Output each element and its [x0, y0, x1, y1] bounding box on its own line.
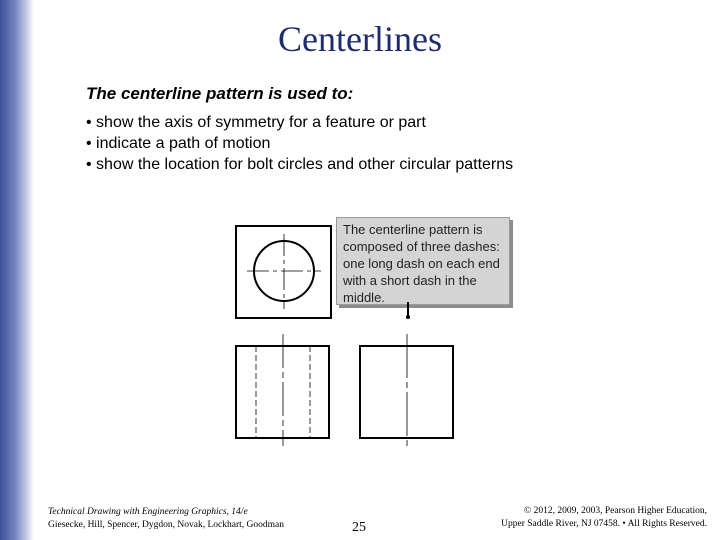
slide-title: Centerlines: [278, 19, 442, 59]
intro-text: The centerline pattern is used to:: [86, 84, 354, 103]
front-view-hidden-lines-drawing: [236, 334, 329, 446]
top-view-circle-drawing: [236, 226, 331, 318]
top-view-outline: [236, 226, 331, 318]
bullet-item: • show the location for bolt circles and other circular patterns: [86, 156, 514, 173]
bullet-item: • indicate a path of motion: [86, 135, 271, 152]
copyright-line: © 2012, 2009, 2003, Pearson Higher Education,: [524, 506, 707, 516]
bullet-item: • show the axis of symmetry for a feature or part: [86, 114, 426, 131]
callout-box: The centerline pattern is composed of three dashes: one long dash on each end with a short dash in the middle.: [336, 217, 510, 305]
footer-copyright: [501, 505, 707, 531]
side-view-outline: [360, 346, 453, 438]
front-view-outline: [236, 346, 329, 438]
page-number: 25: [352, 520, 366, 535]
footer-book-credit: [48, 506, 284, 532]
book-authors: Giesecke, Hill, Spencer, Dygdon, Novak, Lockhart, Goodman: [48, 520, 285, 530]
side-view-drawing: [360, 334, 453, 446]
callout-pointer-icon: [400, 302, 416, 322]
book-title: Technical Drawing with Engineering Graphics, 14/e: [48, 507, 248, 517]
copyright-line: Upper Saddle River, NJ 07458. • All Rights Reserved.: [501, 519, 707, 529]
